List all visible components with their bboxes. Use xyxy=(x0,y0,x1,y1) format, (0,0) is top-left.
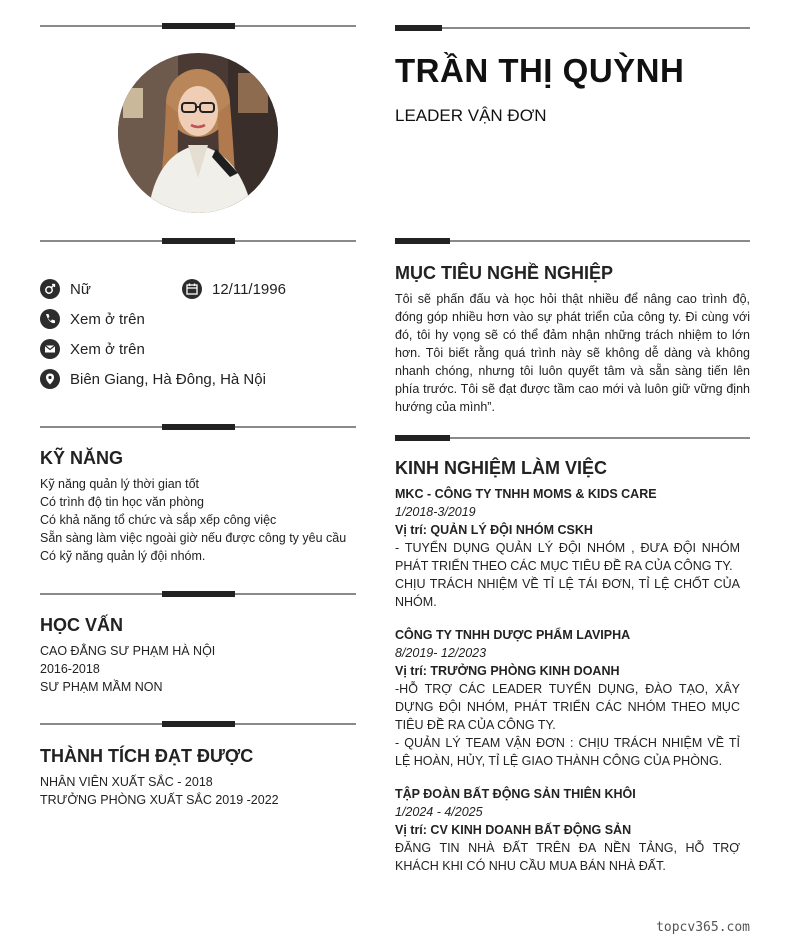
candidate-name: TRẦN THỊ QUỲNH xyxy=(395,52,685,89)
job-description: ĐĂNG TIN NHÀ ĐẤT TRÊN ĐA NỀN TẢNG, HỖ TRỢ KHÁCH KHI CÓ NHU CẦU MUA BÁN NHÀ ĐẤT. xyxy=(395,841,740,873)
job-title: LEADER VẬN ĐƠN xyxy=(395,106,547,125)
experience-item xyxy=(395,626,740,770)
company-name: MKC - CÔNG TY TNHH MOMS & KIDS CARE xyxy=(395,487,657,501)
experience-title: KINH NGHIỆM LÀM VIỆC xyxy=(395,458,608,478)
gender-row xyxy=(40,279,91,299)
divider xyxy=(395,240,750,242)
calendar-icon xyxy=(182,279,202,299)
job-dates: 8/2019- 12/2023 xyxy=(395,646,487,660)
job-description: - TUYỂN DỤNG QUẢN LÝ ĐỘI NHÓM , ĐƯA ĐỘI NHÓM PHÁT TRIỂN THEO CÁC MỤC TIÊU ĐỀ RA CỦA CÔNG TY. CHỊU TRÁCH NHIỆM VỀ TỈ LỆ TÁI ĐƠN, TỈ LỆ CHỐT CỦA NHÓM. xyxy=(395,541,740,609)
skills-title: KỸ NĂNG xyxy=(40,448,124,468)
list-item: Kỹ năng quản lý thời gian tốt xyxy=(40,477,199,491)
gender-value: Nữ xyxy=(70,280,91,298)
email-row xyxy=(40,339,145,359)
list-item: Có trình độ tin học văn phòng xyxy=(40,495,205,509)
divider xyxy=(40,240,356,242)
email-value: Xem ở trên xyxy=(70,340,145,358)
birthday-row xyxy=(182,279,286,299)
skills-list xyxy=(40,475,346,565)
address-row xyxy=(40,369,266,389)
divider xyxy=(40,25,356,27)
divider xyxy=(40,593,356,595)
company-name: TẬP ĐOÀN BẤT ĐỘNG SẢN THIÊN KHÔI xyxy=(395,787,636,801)
experience-item xyxy=(395,485,740,611)
job-dates: 1/2024 - 4/2025 xyxy=(395,805,483,819)
birthday-value: 12/11/1996 xyxy=(212,280,286,298)
gender-icon xyxy=(40,279,60,299)
location-icon xyxy=(40,369,60,389)
phone-icon xyxy=(40,309,60,329)
education-list xyxy=(40,642,215,696)
watermark: topcv365.com xyxy=(656,920,750,935)
objective-text: Tôi sẽ phấn đấu và học hỏi thật nhiều để nâng cao trình độ, đóng góp nhiều hơn vào sự phát triển của công ty. Đi cùng với đó, tôi hy vọng sẽ có thể đảm nhận những trách nhiệm to lớn hơn. Tôi biết rằng quá trình này sẽ không dễ dàng và không nhanh chóng, nhưng tôi luôn quyết tâm và sẵn sàng tiến lên phía trước. Tôi sẽ đạt được tầm cao mới và luôn giữ vững định hướng của mình”. xyxy=(395,292,750,414)
job-position: Vị trí: TRƯỞNG PHÒNG KINH DOANH xyxy=(395,664,620,678)
achievements-list xyxy=(40,773,279,809)
list-item: Có khả năng tổ chức và sắp xếp công việc xyxy=(40,513,277,527)
achievements-title: THÀNH TÍCH ĐẠT ĐƯỢC xyxy=(40,746,254,766)
education-title: HỌC VẤN xyxy=(40,615,124,635)
job-position: Vị trí: QUẢN LÝ ĐỘI NHÓM CSKH xyxy=(395,523,593,537)
list-item: SƯ PHẠM MẦM NON xyxy=(40,680,163,694)
phone-value: Xem ở trên xyxy=(70,310,145,328)
list-item: 2016-2018 xyxy=(40,662,100,676)
job-dates: 1/2018-3/2019 xyxy=(395,505,476,519)
divider xyxy=(40,426,356,428)
list-item: TRƯỞNG PHÒNG XUẤT SẮC 2019 -2022 xyxy=(40,793,279,807)
company-name: CÔNG TY TNHH DƯỢC PHẨM LAVIPHA xyxy=(395,628,631,642)
experience-item xyxy=(395,785,740,875)
list-item: Sẵn sàng làm việc ngoài giờ nếu được công ty yêu cầu xyxy=(40,531,347,545)
phone-row xyxy=(40,309,145,329)
divider xyxy=(395,27,750,29)
list-item: NHÂN VIÊN XUẤT SẮC - 2018 xyxy=(40,775,213,789)
address-value: Biên Giang, Hà Đông, Hà Nội xyxy=(70,370,266,388)
job-description: -HỖ TRỢ CÁC LEADER TUYỂN DỤNG, ĐÀO TẠO, XÂY DỰNG ĐỘI NHÓM, PHÁT TRIỂN CÁC NHÓM THEO MỤC TIÊU ĐỀ RA CỦA CÔNG TY. - QUẢN LÝ TEAM VẬN ĐƠN : CHỊU TRÁCH NHIỆM VỀ TỈ LỆ HOÀN, HỦY, TỈ LỆ GIAO THÀNH CÔNG CỦA PHÒNG. xyxy=(395,682,740,768)
list-item: CAO ĐẲNG SƯ PHẠM HÀ NỘI xyxy=(40,644,216,658)
email-icon xyxy=(40,339,60,359)
divider xyxy=(40,723,356,725)
avatar xyxy=(118,53,278,213)
list-item: Có kỹ năng quản lý đội nhóm. xyxy=(40,549,206,563)
divider xyxy=(395,437,750,439)
objective-title: MỤC TIÊU NGHỀ NGHIỆP xyxy=(395,263,614,283)
job-position: Vị trí: CV KINH DOANH BẤT ĐỘNG SẢN xyxy=(395,823,632,837)
